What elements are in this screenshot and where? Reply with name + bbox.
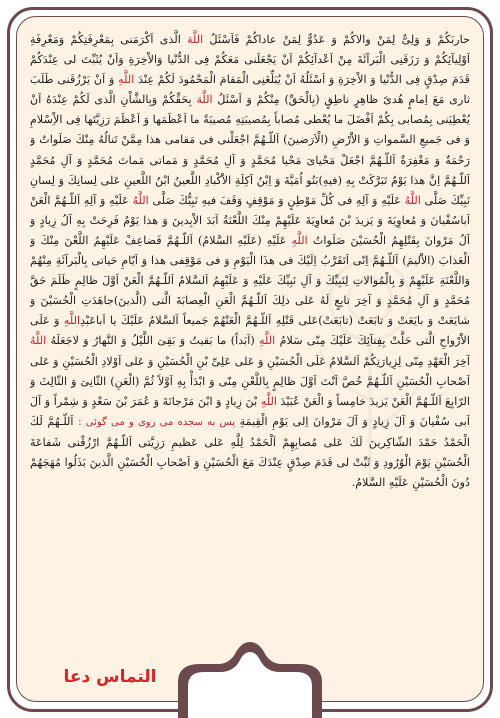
text-segment: عَلَیْهِ وَ آلِهِ اَللّـهُمَّ الْعَنْ اَباسُفْیانَ وَ مُعاوِیَةَ وَ یَزیدَ بْنَ مُعاوِیَةَ عَلَیْهِمْ مِنْكَ اللَّعْنَةُ اَبَدَ الاْبِدینَ وَ هذا یَوْمٌ فَرِحَتْ بِهِ آلُ زِیادٍ وَ آلُ مَرْوانَ بِقَتْلِهِمُ الْحُسَیْنَ صَلَواتُ (30, 193, 470, 247)
divine-name: اللَّهِ (63, 314, 81, 328)
text-segment: عَلَیْهِ وَ آلِهِ فى كُلِّ مَوْطِنٍ وَ مَوْقِفٍ وَقَفَ فیهِ نَبِیُّكَ صَلَّى (148, 193, 405, 207)
text-segment: حاربَكُمْ وَ وَلِیٌّ لِمَنْ والاكُمْ وَ عَدُوٌّ لِمَنْ عاداكُمْ فَاَسْئَلُ (203, 33, 470, 46)
divine-name: اللَّهِ (118, 73, 135, 87)
text-segment: (اَبَداً) ما بَقیتُ وَ بَقِىَ اللَّیْلُ وَ النَّهارُ وَ لاجَعَلَهُ (46, 334, 260, 348)
divine-name: اللَّهُ (132, 193, 149, 207)
divine-name: اللَّهِ (259, 334, 276, 348)
text-segment: عَلَیْهِ (عَلَیْهِ السَّلامُ) اَللّـهُمَّ فَضاعِفْ عَلَیْهِمُ اللَّعْنَ مِنْكَ وَ الْعَذابَ (الاَْلیمَ) اَللّـهُمَّ اِنّى اَتَقَرَّبُ اِلَیْكَ فى هذَا الْیَوْمِ وَ فى مَوْقِفى هذا وَ اَیّامِ حَیاتى بِالْبَرآئَةِ مِنْهُمْ وَاللَّعْنَةِ عَلَیْهِمْ وَ بِالْمُوالاتِ لِنَبِیِّكَ وَ آلِ نَبِیِّكَ عَلَیْهِ وَ عَلَیْهِمُ اَلسَّلامُ اَللّـهُمَّ الْعَنْ اَوَّلَ ظالِمٍ ظَلَمَ حَقَّ مُحَمَّدٍ وَ آلِ مُحَمَّدٍ وَ آخِرَ تابِعٍ لَهُ عَلى ذلِكَ اَللّـهُمَّ الْعَنِ الْعِصابَةَ الَّتى (الَّذینَ)جاهَدَتِ الْحُسَیْنَ وَ شایَعَتْ وَ بایَعَتْ وَ تابَعَتْ (تابَعَتْ)عَلى قَتْلِهِ اَللّـهُمَّ الْعَنْهُمْ جَمیعاً اَلسَّلامُ عَلَیْكَ یا اَباعَبْدِ (30, 233, 470, 328)
divine-name: اللَّهُ (404, 193, 421, 207)
text-segment: الَّذى اَكْرَمَنى بِمَعْرِفَتِكُمْ وَمَعْرِفَةِ اَوْلِیآئِكُمْ وَ رَزَقَنِى الْبَرآئَةَ مِنْ اَعْدآئِكُمْ اَنْ یَجْعَلَنى مَعَكُمْ فِى الدُّنْیا وَالاْخِرَةِ وَاَنْ یُثَبِّتَ لى عِنْدَكُمْ قَدَمَ صِدْقٍ فِى الدُّنْیا وَ الاْخِرَةِ وَ اَسْئَلُهُ اَنْ یُبَلِّغَنِى الْمَقامَ الْمَحْمُودَ لَكُمْ عِنْدَ (30, 33, 470, 87)
sajdah-text: اَللّـهُمَّ لَكَ الْحَمْدُ حَمْدَ الشّاكِرینَ لَكَ عَلى مُصابِهِمْ اَلْحَمْدُ لِلَّهِ عَلى عَظیمِ رَزِیَّتى اَللّـهُمَّ ارْزُقْنى شَفاعَةَ الْحُسَیْنِ یَوْمَ الْوُرُودِ وَ ثَبِّتْ لى قَدَمَ صِدْقٍ عِنْدَكَ مَعَ الْحُسَیْنِ وَ اَصْحابِ الْحُسَیْنِ الَّذینَ بَذَلُوا مُهَجَهُمْ دُونَ الْحُسَیْنِ عَلَیْهِ السَّلامُ. (30, 414, 470, 490)
text-segment: بْنَ زِیادٍ وَ ابْنَ مَرْجانَةَ وَ عُمَرَ بْنَ سَعْدٍ وَ شِمْراً وَ آلَ اَبى سُفْیانَ وَ آلَ زِیادٍ وَ آلَ مَرْوانَ اِلى یَوْمِ الْقِیمَةِ (30, 394, 470, 428)
divine-name: اللَّهِ (260, 394, 277, 408)
text-segment: وَ اَنْ یَرْزُقَنى طَلَبَ ثارى مَعَ اِمامٍ هُدىً ظاهِرٍ ناطِقٍ (بِالْحَقِّ) مِنْكُمْ وَ اَسْئَلُ (30, 73, 470, 107)
prayer-paragraph (30, 30, 470, 493)
divine-name: اللَّهَ (187, 33, 204, 46)
divine-name: اللَّهَ (196, 93, 213, 107)
text-segment: بِحَقِّكُمْ وَبِالشَّاْنِ الَّذى لَكُمْ عِنْدَهُ اَنْ یُعْطِیَنى بِمُصابى بِكُمْ اَفْضَلَ ما یُعْطى مُصاباً بِمُصیبَتِهِ مُصیبَةً ما اَعْظَمَها وَ اَعْظَمَ رَزِیَّتَها فِى الاِْسْلامِ وَ فى جَمیعِ السَّمواتِ وَ الاَْرْضِ (الْاَرَضینَ) اَللّـهُمَّ اجْعَلْنى فى مَقامى هذا مِمَّنْ تَنالُهُ مِنْكَ صَلَواتٌ وَ رَحْمَةٌ وَ مَغْفِرَةٌ اَللّـهُمَّ اجْعَلْ مَحْیاىَ مَحْیا مُحَمَّدٍ وَ آلِ مُحَمَّدٍ وَ مَماتى مَماتَ مُحَمَّدٍ وَ آلِ مُحَمَّدٍ اَللّـهُمَّ اِنَّ هذا یَوْمٌ تَبَرَّكَتْ بِهِ (فیهِ)بَنُو اُمَیَّةَ وَ اِبْنُ آكِلَةِ الاَْكْبادِ اللَّعینُ ابْنُ اللَّعینِ عَلى لِسانِكَ وَ لِسانِ نَبِیِّكَ صَلَّى (30, 93, 470, 207)
divine-name: اللَّهِ (291, 233, 308, 247)
text-segment: آخِرَ الْعَهْدِ مِنّى لِزِیارَتِكُمْ اَلسَّلامُ عَلَى الْحُسَیْنِ وَ عَلى عَلِىِّ بْنِ الْحُسَیْنِ وَ عَلى اَوْلادِ الْحُسَیْنِ وَ عَلى اَصْحابِ الْحُسَیْنِ اَللّـهُمَّ خُصَّ اَنْتَ اَوَّلَ ظالِمٍ بِاللَّعْنِ مِنّى وَ ابْدَأْ بِهِ اَوَّلاً ثُمَّ (الْعَنِ) الثّانِىَ وَ الثّالِثَ وَ الرّابِعَ اَللّـهُمَّ الْعَنْ یَزیدَ خامِساً وَ الْعَنْ عُبَیْدَ (30, 354, 470, 408)
instruction-note: پس به سجده می روی و می گوئی : (78, 416, 236, 428)
divine-name: اللَّهُ (30, 334, 47, 348)
arch-ornament-icon (178, 642, 322, 718)
text-segment: وَ عَلَى الاَْرْواحِ الَّتى حَلَّتْ بِفِنآئِكَ عَلَیْكَ مِنّى سَلامُ (30, 314, 470, 348)
signature-text: التماس دعا (63, 667, 157, 687)
prayer-text (30, 30, 470, 650)
